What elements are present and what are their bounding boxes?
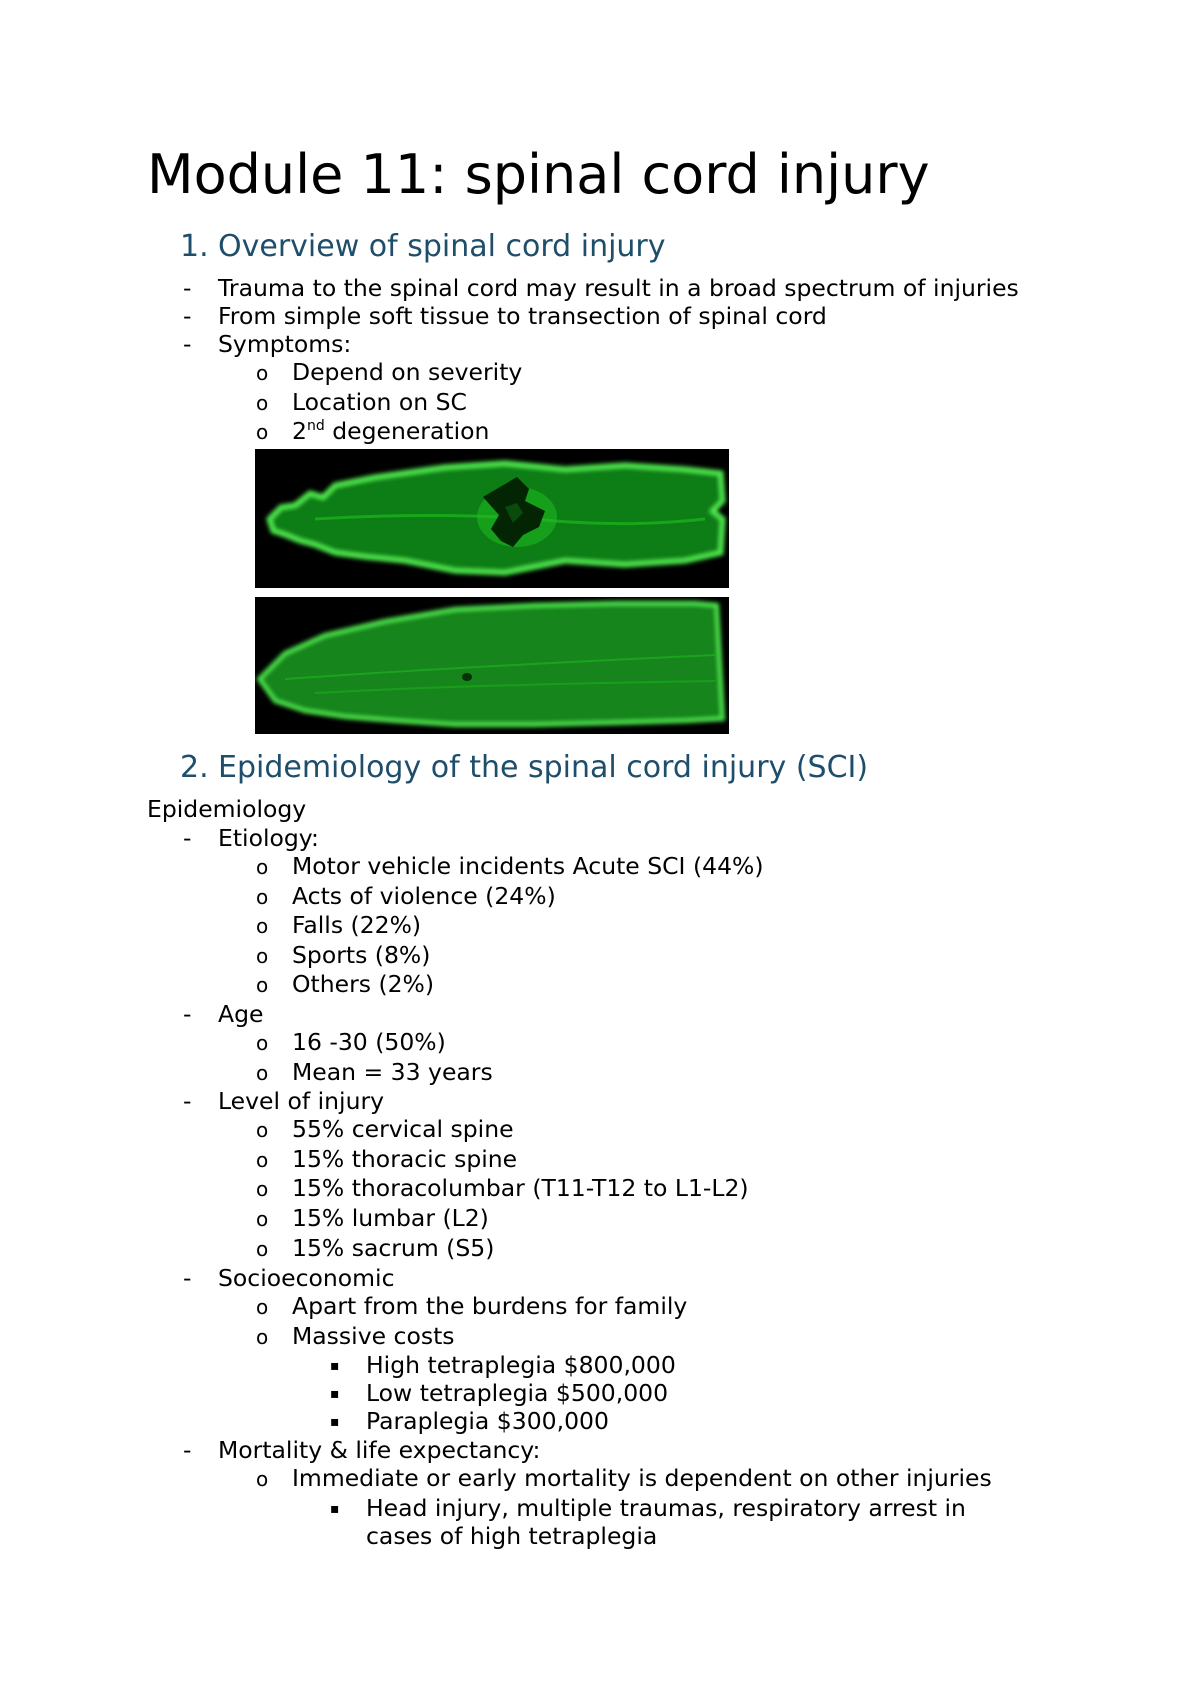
list-item: o Depend on severity [256,358,523,386]
list-item: ▪ High tetraplegia $800,000 [330,1351,676,1379]
circle-marker: o [256,1237,269,1261]
circle-marker: o [256,885,269,909]
list-item: - Symptoms: [183,330,352,358]
list-item: o Apart from the burdens for family [256,1292,688,1320]
list-item-continuation: cases of high tetraplegia [366,1522,658,1550]
circle-marker: o [256,1325,269,1349]
square-marker: ▪ [330,1501,340,1517]
spinal-cord-image-injured [255,449,729,588]
dash-marker: - [183,1264,192,1292]
list-item: o Mean = 33 years [256,1058,493,1086]
list-item: o Immediate or early mortality is dependent on other injuries [256,1464,992,1492]
list-item: o 15% thoracolumbar (T11-T12 to L1-L2) [256,1174,749,1202]
section-1-heading [180,229,666,265]
list-item: ▪ Head injury, multiple traumas, respiratory arrest in [330,1494,966,1522]
list-item: o Location on SC [256,388,467,416]
circle-marker: o [256,973,269,997]
list-item: o 2nd degeneration [256,417,490,445]
list-item: o 15% thoracic spine [256,1145,518,1173]
circle-marker: o [256,1031,269,1055]
circle-marker: o [256,420,269,444]
circle-marker: o [256,1061,269,1085]
dash-marker: - [183,1087,192,1115]
circle-marker: o [256,361,269,385]
circle-marker: o [256,914,269,938]
section-2-number: 2. [180,750,209,785]
list-item: o Acts of violence (24%) [256,882,556,910]
list-item: ▪ Low tetraplegia $500,000 [330,1379,669,1407]
circle-marker: o [256,391,269,415]
list-item: o 15% sacrum (S5) [256,1234,495,1262]
list-item: o 15% lumbar (L2) [256,1204,489,1232]
circle-marker: o [256,1295,269,1319]
list-item: - From simple soft tissue to transection of spinal cord [183,302,827,330]
list-item: - Etiology: [183,824,319,852]
list-item: o Sports (8%) [256,941,431,969]
list-item: - Trauma to the spinal cord may result in a broad spectrum of injuries [183,274,1019,302]
list-item: - Level of injury [183,1087,385,1115]
circle-marker: o [256,1118,269,1142]
circle-marker: o [256,1148,269,1172]
circle-marker: o [256,1207,269,1231]
section-2-title: Epidemiology of the spinal cord injury (SCI) [218,750,869,785]
dash-marker: - [183,1436,192,1464]
list-item: - Age [183,1000,264,1028]
section-1-number: 1. [180,229,209,264]
circle-marker: o [256,855,269,879]
page-title: Module 11: spinal cord injury [147,143,930,206]
square-marker: ▪ [330,1386,340,1402]
dash-marker: - [183,274,192,302]
dash-marker: - [183,330,192,358]
subheading-epidemiology: Epidemiology [147,795,307,823]
dash-marker: - [183,824,192,852]
dash-marker: - [183,1000,192,1028]
spinal-cord-image-control [255,597,729,734]
square-marker: ▪ [330,1414,340,1430]
list-item: - Mortality & life expectancy: [183,1436,541,1464]
list-item: o Motor vehicle incidents Acute SCI (44%) [256,852,764,880]
list-item: ▪ Paraplegia $300,000 [330,1407,609,1435]
circle-marker: o [256,944,269,968]
section-2-heading [180,750,868,786]
section-1-title: Overview of spinal cord injury [218,229,666,264]
list-item: o 16 -30 (50%) [256,1028,446,1056]
list-item: o 55% cervical spine [256,1115,514,1143]
list-item: o Others (2%) [256,970,435,998]
list-item: o Falls (22%) [256,911,422,939]
circle-marker: o [256,1467,269,1491]
circle-marker: o [256,1177,269,1201]
list-item: o Massive costs [256,1322,455,1350]
square-marker: ▪ [330,1358,340,1374]
dash-marker: - [183,302,192,330]
list-item: - Socioeconomic [183,1264,395,1292]
